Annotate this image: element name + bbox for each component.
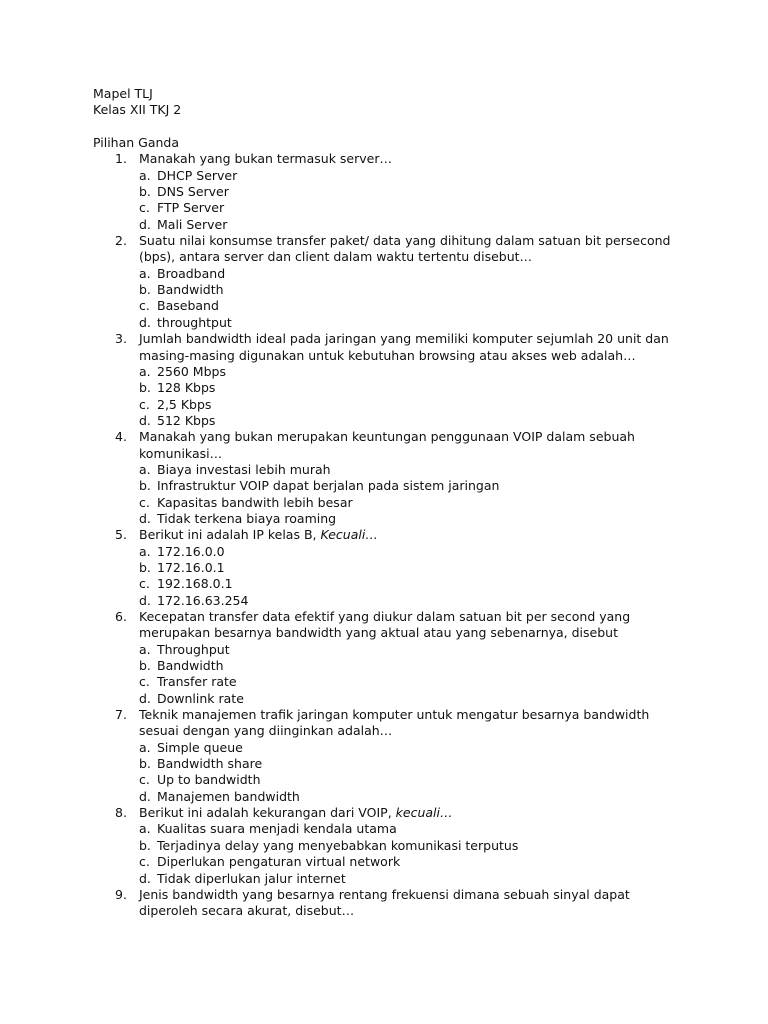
document-page <box>93 86 693 920</box>
question-body: Teknik manajemen trafik jaringan komputer untuk mengatur besarnya bandwidth sesuai dengan yang diinginkan adalah… <box>139 707 650 739</box>
question-text <box>93 429 679 462</box>
answer-option <box>93 658 693 674</box>
option-text: 172.16.0.1 <box>157 559 225 575</box>
option-text: Kualitas suara menjadi kendala utama <box>157 821 397 837</box>
option-letter: d. <box>139 510 151 526</box>
answer-option <box>93 789 693 805</box>
option-text: 2560 Mbps <box>157 363 226 379</box>
answer-option <box>93 560 693 576</box>
option-text: Diperlukan pengaturan virtual network <box>157 854 401 870</box>
answer-option <box>93 282 693 298</box>
question-italic: kecuali… <box>395 805 453 821</box>
question-block <box>93 151 693 233</box>
answer-option <box>93 756 693 772</box>
question-number: 8. <box>115 805 127 821</box>
option-text: 128 Kbps <box>157 380 216 396</box>
option-text: Up to bandwidth <box>157 772 261 788</box>
question-body: Manakah yang bukan merupakan keuntungan penggunaan VOIP dalam sebuah komunikasi… <box>139 429 635 461</box>
question-text <box>93 609 679 642</box>
answer-option <box>93 266 693 282</box>
question-text <box>93 887 679 920</box>
question-block <box>93 609 693 707</box>
option-letter: b. <box>139 380 151 396</box>
option-text: 172.16.63.254 <box>157 592 249 608</box>
option-text: DNS Server <box>157 184 229 200</box>
option-letter: d. <box>139 314 151 330</box>
question-text <box>93 805 679 821</box>
section-title: Pilihan Ganda <box>93 135 180 151</box>
answer-option <box>93 511 693 527</box>
answer-option <box>93 642 693 658</box>
question-body: Suatu nilai konsumse transfer paket/ data yang dihitung dalam satuan bit persecond (bps), antara server dan client dalam waktu tertentu disebut… <box>139 233 671 265</box>
option-text: Broadband <box>157 265 226 281</box>
question-number: 1. <box>115 151 127 167</box>
question-number: 3. <box>115 331 127 347</box>
option-letter: a. <box>139 461 151 477</box>
answer-option <box>93 364 693 380</box>
option-text: throughtput <box>157 314 232 330</box>
blank-line <box>93 119 693 135</box>
option-text: DHCP Server <box>157 167 238 183</box>
option-letter: c. <box>139 576 150 592</box>
answer-option <box>93 200 693 216</box>
answer-option <box>93 576 693 592</box>
option-letter: b. <box>139 478 151 494</box>
option-letter: c. <box>139 396 150 412</box>
option-text: Kapasitas bandwith lebih besar <box>157 494 353 510</box>
option-letter: b. <box>139 837 151 853</box>
answer-option <box>93 298 693 314</box>
option-letter: c. <box>139 494 150 510</box>
option-letter: a. <box>139 543 151 559</box>
question-body: Manakah yang bukan termasuk server… <box>139 151 392 167</box>
answer-option <box>93 691 693 707</box>
option-letter: a. <box>139 363 151 379</box>
option-letter: d. <box>139 592 151 608</box>
option-text: Bandwidth <box>157 282 224 298</box>
option-text: Mali Server <box>157 216 228 232</box>
answer-option <box>93 838 693 854</box>
question-block <box>93 233 693 331</box>
answer-option <box>93 544 693 560</box>
question-number: 2. <box>115 233 127 249</box>
option-letter: b. <box>139 282 151 298</box>
question-list <box>93 151 693 919</box>
option-text: Biaya investasi lebih murah <box>157 461 331 477</box>
answer-option <box>93 380 693 396</box>
option-text: Throughput <box>157 641 230 657</box>
option-text: FTP Server <box>157 200 225 216</box>
question-number: 5. <box>115 527 127 543</box>
option-letter: d. <box>139 412 151 428</box>
question-block <box>93 707 693 805</box>
question-body: Jumlah bandwidth ideal pada jaringan yang memiliki komputer sejumlah 20 unit dan masing-masing digunakan untuk kebutuhan browsing atau akses web adalah… <box>139 331 669 363</box>
option-text: 172.16.0.0 <box>157 543 225 559</box>
option-text: 2,5 Kbps <box>157 396 212 412</box>
answer-option <box>93 184 693 200</box>
answer-option <box>93 168 693 184</box>
option-text: Bandwidth share <box>157 756 263 772</box>
question-text <box>93 233 679 266</box>
option-text: Tidak diperlukan jalur internet <box>157 870 346 886</box>
question-body: Jenis bandwidth yang besarnya rentang frekuensi dimana sebuah sinyal dapat diperoleh secara akurat, disebut… <box>139 886 630 919</box>
option-letter: c. <box>139 854 150 870</box>
option-letter: d. <box>139 690 151 706</box>
question-text <box>93 527 679 543</box>
answer-option <box>93 397 693 413</box>
class-line: Kelas XII TKJ 2 <box>93 102 182 118</box>
option-letter: a. <box>139 265 151 281</box>
question-body: Kecepatan transfer data efektif yang diukur dalam satuan bit per second yang merupakan besarnya bandwidth yang aktual atau yang sebenarnya, disebut <box>139 609 631 641</box>
answer-option <box>93 478 693 494</box>
option-letter: a. <box>139 821 151 837</box>
option-letter: b. <box>139 184 151 200</box>
answer-option <box>93 462 693 478</box>
answer-option <box>93 772 693 788</box>
option-letter: c. <box>139 298 150 314</box>
option-letter: c. <box>139 674 150 690</box>
question-block <box>93 527 693 609</box>
question-body: Berikut ini adalah IP kelas B, <box>139 527 321 543</box>
question-block <box>93 429 693 527</box>
answer-option <box>93 854 693 870</box>
option-text: Downlink rate <box>157 690 244 706</box>
question-block <box>93 805 693 887</box>
option-text: Simple queue <box>157 739 243 755</box>
option-text: 512 Kbps <box>157 412 216 428</box>
option-text: Infrastruktur VOIP dapat berjalan pada sistem jaringan <box>157 478 500 494</box>
answer-option <box>93 495 693 511</box>
option-letter: d. <box>139 216 151 232</box>
option-text: Bandwidth <box>157 658 224 674</box>
option-letter: a. <box>139 641 151 657</box>
option-text: 192.168.0.1 <box>157 576 233 592</box>
answer-option <box>93 315 693 331</box>
option-letter: d. <box>139 788 151 804</box>
option-letter: d. <box>139 870 151 886</box>
option-letter: a. <box>139 739 151 755</box>
option-letter: b. <box>139 658 151 674</box>
question-text <box>93 151 679 167</box>
subject-line: Mapel TLJ <box>93 86 153 101</box>
question-italic: Kecuali… <box>320 527 378 543</box>
option-text: Manajemen bandwidth <box>157 788 300 804</box>
option-letter: b. <box>139 559 151 575</box>
question-text <box>93 707 679 740</box>
question-number: 7. <box>115 707 127 723</box>
answer-option <box>93 871 693 887</box>
question-number: 6. <box>115 609 127 624</box>
option-letter: c. <box>139 772 150 788</box>
answer-option <box>93 740 693 756</box>
answer-option <box>93 821 693 837</box>
question-body: Berikut ini adalah kekurangan dari VOIP, <box>139 805 396 821</box>
option-letter: c. <box>139 200 150 216</box>
option-letter: a. <box>139 167 151 183</box>
answer-option <box>93 593 693 609</box>
question-text <box>93 331 679 364</box>
question-number: 4. <box>115 429 127 445</box>
option-text: Terjadinya delay yang menyebabkan komunikasi terputus <box>157 837 519 853</box>
option-text: Tidak terkena biaya roaming <box>157 510 337 526</box>
question-block <box>93 887 693 920</box>
option-text: Baseband <box>157 298 219 314</box>
question-block <box>93 331 693 429</box>
answer-option <box>93 674 693 690</box>
option-letter: b. <box>139 756 151 772</box>
option-text: Transfer rate <box>157 674 237 690</box>
answer-option <box>93 413 693 429</box>
answer-option <box>93 217 693 233</box>
question-number: 9. <box>115 886 127 902</box>
